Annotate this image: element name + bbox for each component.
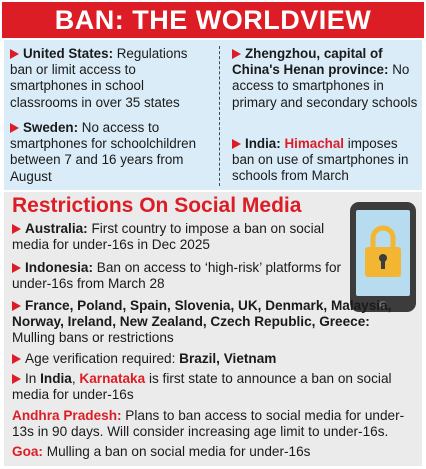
item-sweden: Sweden: No access to smartphones for schoolchildren between 7 and 16 years from August — [10, 120, 197, 184]
phone-padlock-icon — [350, 202, 416, 312]
arrow-bullet-icon — [12, 374, 21, 384]
smartphone-ban-panel — [4, 40, 422, 190]
arrow-bullet-icon — [232, 139, 241, 149]
phone-screen — [356, 210, 410, 296]
item-goa: Goa: Mulling a ban on social media for under-16s — [12, 444, 311, 459]
banner-title: BAN: THE WORLDVIEW — [2, 2, 424, 38]
item-india-himachal: India: Himachal imposes ban on use of smartphones in schools from March — [232, 136, 409, 184]
item-andhra-pradesh: Andhra Pradesh: Plans to ban access to social media for under-13s in 90 days. Will consider increasing age limit to under-16s. — [12, 408, 405, 440]
arrow-bullet-icon — [12, 263, 21, 273]
arrow-bullet-icon — [10, 49, 19, 59]
social-media-panel — [4, 192, 422, 466]
item-indonesia: Indonesia: Ban on access to ‘high-risk’ platforms for under-16s from March 28 — [12, 260, 342, 292]
arrow-bullet-icon — [12, 301, 21, 311]
item-age-verification: Age verification required: Brazil, Vietnam — [12, 351, 414, 367]
dashed-divider — [219, 46, 220, 186]
arrow-bullet-icon — [10, 123, 19, 133]
item-europe-and-others: France, Poland, Spain, Slovenia, UK, Denmark, Malaysia, Norway, Ireland, New Zealand, Czech Republic, Greece: Mulling bans or restrictions — [12, 298, 392, 346]
item-india-karnataka: In India, Karnataka is first state to announce a ban on social media for under-16s — [12, 371, 392, 403]
arrow-bullet-icon — [12, 354, 21, 364]
arrow-bullet-icon — [12, 224, 21, 234]
item-united-states: United States: Regulations ban or limit access to smartphones in school classrooms in over 35 states — [10, 46, 188, 110]
item-zhengzhou: Zhengzhou, capital of China's Henan province: No access to smartphones in primary and secondary schools — [232, 46, 418, 110]
padlock-icon — [356, 210, 410, 296]
arrow-bullet-icon — [232, 49, 241, 59]
item-australia: Australia: First country to impose a ban on social media for under-16s in Dec 2025 — [12, 221, 325, 253]
section-title: Restrictions On Social Media — [12, 194, 302, 217]
